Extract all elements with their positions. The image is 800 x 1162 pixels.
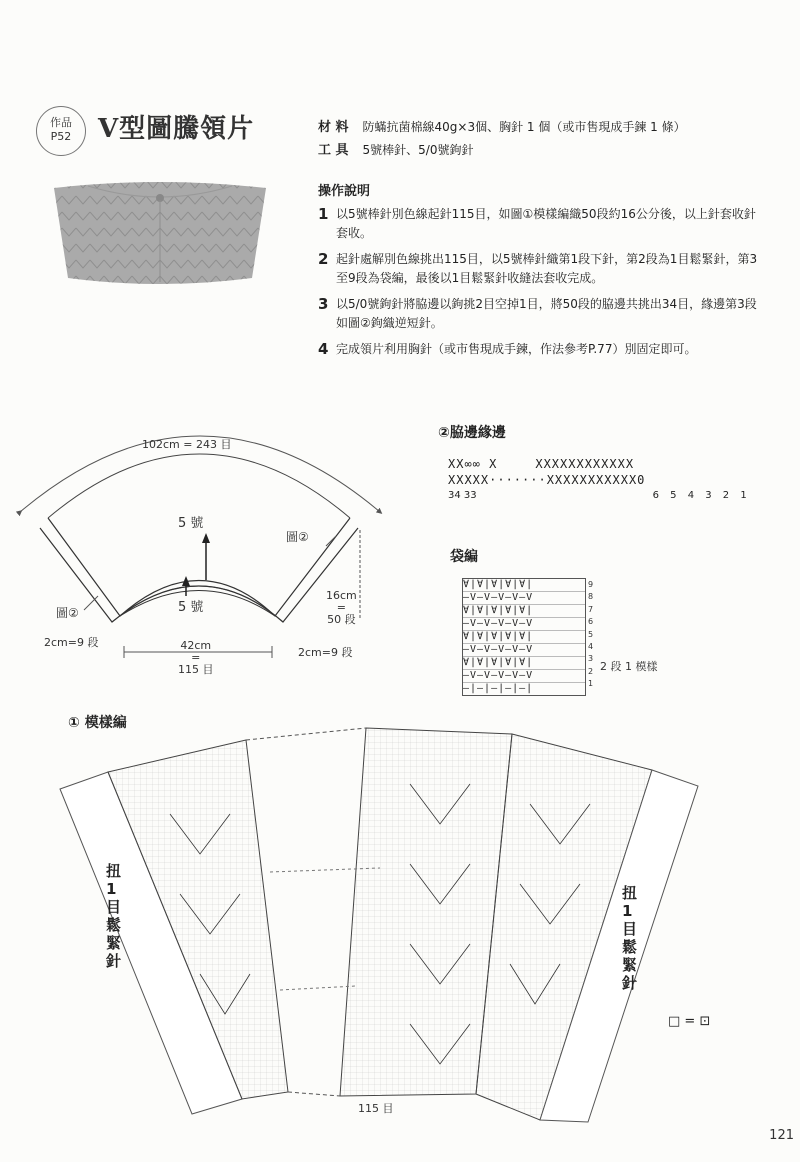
bag-row: ∀|∀|∀|∀|∀|: [463, 657, 585, 670]
pattern-legend: □ = ⊡: [668, 1014, 711, 1029]
tools-label: 工 具: [318, 143, 349, 158]
materials-block: [318, 116, 686, 162]
edge-chart-title: ②脇邊緣邊: [438, 425, 506, 441]
bag-repeat-label: 2 段 1 模樣: [600, 660, 658, 673]
left-border-label: 扭1目鬆緊針: [106, 862, 122, 970]
side-measure: [326, 590, 357, 626]
bag-chart-grid: [462, 578, 586, 696]
step-number: 4: [318, 340, 329, 358]
side-rows: 50 段: [327, 613, 356, 626]
bag-row: —V—V—V—V—V: [463, 592, 585, 605]
edge-nums-right: 6 5 4 3 2 1: [652, 490, 751, 501]
bag-row-number: 4: [588, 642, 594, 652]
instruction-step: [318, 340, 766, 359]
bag-row: —V—V—V—V—V: [463, 618, 585, 631]
step-text: 以5/0號鉤針將脇邊以鉤挑2目空掉1目，將50段的脇邊共挑出34目，緣邊第3段如圖②鉤織逆短針。: [336, 297, 757, 330]
bottom-eq: =: [191, 651, 201, 664]
bag-chart-title: 袋編: [450, 549, 478, 565]
right-border-label: 2cm=9 段: [298, 646, 353, 659]
step-text: 起針處解別色線挑出115目，以5號棒針織第1段下針，第2段為1目鬆緊針，第3至9段為袋編，最後以1目鬆緊針收縫法套收完成。: [336, 252, 758, 285]
page-title: V型圖騰領片: [98, 114, 255, 144]
edge-row-top-left: XX∞∞ X: [448, 457, 498, 471]
instructions-list: [318, 205, 766, 366]
page-number: 121: [769, 1128, 794, 1143]
bag-row: —V—V—V—V—V: [463, 670, 585, 683]
bag-row: ∀|∀|∀|∀|∀|: [463, 605, 585, 618]
bag-row-number: 6: [588, 617, 594, 627]
bag-row: —|—|—|—|—|: [463, 683, 534, 694]
bag-row-number: 5: [588, 629, 594, 639]
step-number: 1: [318, 205, 329, 223]
edge-chart: [448, 456, 751, 504]
material-label: 材 料: [318, 120, 349, 135]
bag-row-number: 3: [588, 654, 594, 664]
step-text: 完成領片利用胸針（或市售現成手鍊，作法參考P.77）別固定即可。: [336, 342, 697, 356]
badge-page: P52: [50, 130, 72, 143]
bag-row-number: 2: [588, 666, 594, 676]
side-eq: =: [336, 601, 346, 614]
needle-size-top: 5 號: [178, 516, 204, 531]
needle-size-bottom: 5 號: [178, 600, 204, 615]
bottom-measure: [178, 640, 214, 676]
top-width-label: 102cm = 243 目: [142, 438, 232, 451]
instruction-step: [318, 205, 766, 243]
bag-row-number: 8: [588, 592, 594, 602]
instruction-step: [318, 250, 766, 288]
bag-row-numbers: [588, 579, 593, 691]
pattern-chart: [50, 724, 710, 1124]
bag-row-number: 7: [588, 604, 594, 614]
instruction-step: [318, 295, 766, 333]
bag-row: ∀|∀|∀|∀|∀|: [463, 579, 585, 592]
right-border-label: 扭1目鬆緊針: [622, 884, 638, 992]
bottom-cm: 42cm: [180, 639, 212, 652]
tools-text: 5號棒針、5/0號鉤針: [362, 143, 474, 157]
edge-row-bottom-left: XXXXX·······: [448, 473, 547, 487]
side-cm: 16cm: [326, 589, 357, 602]
bag-row-number: 1: [588, 679, 594, 689]
pattern-chart-title: ① 模樣編: [68, 715, 127, 731]
bag-row-number: 9: [588, 580, 594, 589]
material-text: 防蟎抗菌棉線40g×3個、胸針 1 個（或市售現成手鍊 1 條）: [362, 120, 686, 134]
step-text: 以5號棒針別色線起針115目，如圖①模樣編織50段約16公分後，以上針套收針套收。: [336, 207, 756, 240]
bottom-sts: 115 目: [178, 663, 214, 676]
edge-nums-left: 34 33: [448, 490, 477, 501]
bag-row: —V—V—V—V—V: [463, 644, 585, 657]
work-badge: [36, 106, 86, 156]
instructions-heading: 操作說明: [318, 184, 371, 199]
edge-ref-left: 圖②: [56, 606, 79, 620]
step-number: 3: [318, 295, 329, 313]
bag-row: ∀|∀|∀|∀|∀|: [463, 631, 585, 644]
edge-row-top-right: XXXXXXXXXXXX: [535, 457, 635, 471]
edge-ref-right: 圖②: [286, 530, 309, 544]
step-number: 2: [318, 250, 329, 268]
edge-row-bottom-right: XXXXXXXXXXX0: [546, 473, 646, 487]
pattern-bottom-count: 115 目: [358, 1102, 394, 1115]
collar-photo: [48, 178, 272, 290]
badge-label: 作品: [50, 116, 72, 129]
left-border-label: 2cm=9 段: [44, 636, 99, 649]
